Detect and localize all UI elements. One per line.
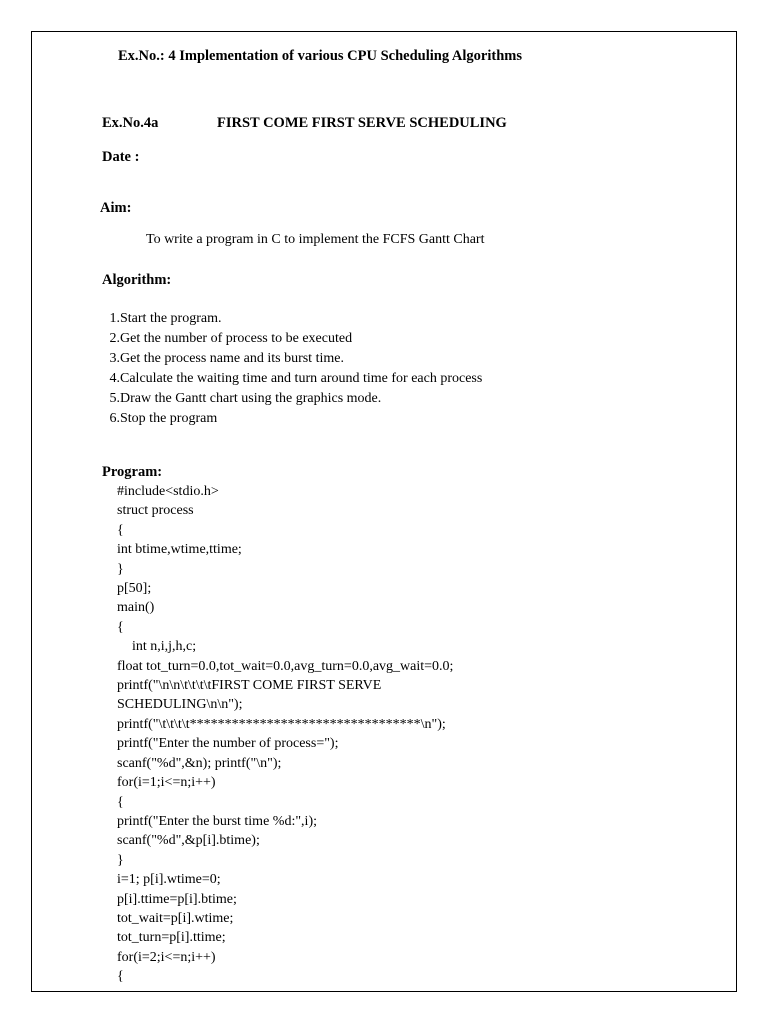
step-text: Get the number of process to be executed xyxy=(120,331,353,346)
step-text: Stop the program xyxy=(120,411,218,426)
program-heading: Program: xyxy=(102,464,163,480)
step-number: 6. xyxy=(109,411,120,426)
code-line: int n,i,j,h,c; xyxy=(132,639,197,655)
code-line: p[i].ttime=p[i].btime; xyxy=(117,891,237,907)
code-line: } xyxy=(117,852,124,868)
code-line: for(i=1;i<=n;i++) xyxy=(117,775,216,791)
step-text: Start the program. xyxy=(120,311,222,326)
code-line: struct process xyxy=(117,503,194,519)
algorithm-step xyxy=(108,389,482,409)
step-text: Get the process name and its burst time. xyxy=(120,351,344,366)
aim-text: To write a program in C to implement the FCFS Gantt Chart xyxy=(146,232,485,247)
code-line: for(i=2;i<=n;i++) xyxy=(117,949,216,965)
program-code xyxy=(117,482,453,987)
step-number: 4. xyxy=(109,371,120,386)
code-line: { xyxy=(117,619,124,635)
code-line: printf("\n\n\t\t\t\tFIRST COME FIRST SERVE xyxy=(117,678,382,694)
code-line: p[50]; xyxy=(117,581,152,597)
algorithm-step xyxy=(108,309,482,329)
aim-heading: Aim: xyxy=(100,200,132,216)
algorithm-step xyxy=(108,369,482,389)
code-line: printf("\t\t\t\t*********************************\n"); xyxy=(117,716,446,732)
code-line: int btime,wtime,ttime; xyxy=(117,542,242,558)
code-line: #include<stdio.h> xyxy=(117,484,219,499)
code-line: tot_turn=p[i].ttime; xyxy=(117,930,226,946)
code-line: SCHEDULING\n\n"); xyxy=(117,697,243,713)
algorithm-step xyxy=(108,329,482,349)
algorithm-heading: Algorithm: xyxy=(102,272,172,288)
date-label: Date : xyxy=(102,149,140,165)
code-line: tot_wait=p[i].wtime; xyxy=(117,910,234,926)
code-line: i=1; p[i].wtime=0; xyxy=(117,872,221,888)
code-line: { xyxy=(117,969,124,985)
code-line: } xyxy=(117,561,124,577)
step-number: 1. xyxy=(109,311,120,326)
algorithm-step xyxy=(108,349,482,369)
experiment-title: Ex.No.: 4 Implementation of various CPU Scheduling Algorithms xyxy=(118,48,523,64)
algorithm-step xyxy=(108,409,482,429)
code-line: float tot_turn=0.0,tot_wait=0.0,avg_turn=0.0,avg_wait=0.0; xyxy=(117,658,454,674)
code-line: main() xyxy=(117,600,155,616)
code-line: scanf("%d",&p[i].btime); xyxy=(117,833,260,849)
code-line: printf("Enter the burst time %d:",i); xyxy=(117,813,317,829)
code-line: { xyxy=(117,794,124,810)
step-number: 5. xyxy=(109,391,120,406)
code-line: { xyxy=(117,522,124,538)
code-line: scanf("%d",&n); printf("\n"); xyxy=(117,755,282,771)
step-text: Draw the Gantt chart using the graphics mode. xyxy=(120,391,382,406)
step-number: 2. xyxy=(109,331,120,346)
algorithm-steps xyxy=(108,309,482,429)
code-line: printf("Enter the number of process="); xyxy=(117,736,339,752)
sub-experiment-number: Ex.No.4a xyxy=(102,115,159,131)
step-text: Calculate the waiting time and turn around time for each process xyxy=(120,371,483,386)
step-number: 3. xyxy=(109,351,120,366)
sub-experiment-title: FIRST COME FIRST SERVE SCHEDULING xyxy=(217,115,507,131)
